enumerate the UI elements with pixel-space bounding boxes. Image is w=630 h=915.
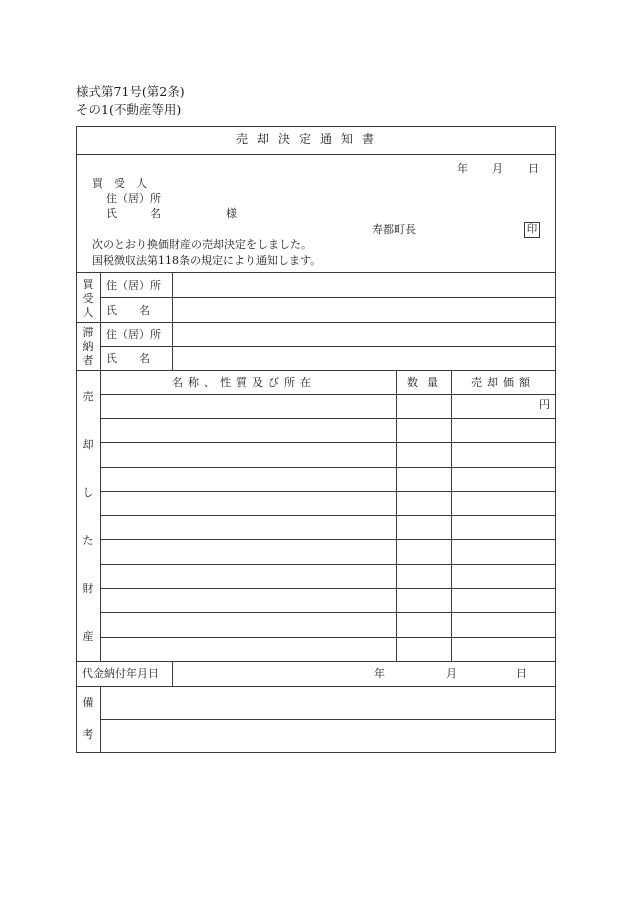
buyer-name-field[interactable] [173, 298, 555, 322]
seal-mark: 印 [524, 222, 540, 238]
notice-date-year: 年 [457, 162, 468, 175]
property-side-char: し [82, 486, 94, 499]
delinquent-side-char: 納 [82, 340, 94, 353]
honorific: 様 [226, 207, 237, 220]
column-header-quantity: 数量 [407, 376, 447, 389]
property-side-char: た [82, 534, 94, 547]
notice-date-day: 日 [528, 162, 539, 175]
buyer-side-char: 人 [82, 306, 94, 319]
delinquent-name-field[interactable] [173, 347, 555, 370]
notice-address-label: 住（居）所 [106, 192, 161, 205]
notice-date-month: 月 [492, 162, 503, 175]
delinquent-name-label: 氏 名 [106, 352, 150, 365]
buyer-side-char: 受 [82, 292, 94, 305]
remarks-side-label [76, 696, 100, 760]
buyer-side-label [76, 278, 100, 320]
buyer-address-field[interactable] [173, 273, 555, 297]
property-side-char: 却 [82, 438, 94, 451]
buyer-heading: 買 受 人 [92, 177, 147, 190]
property-side-char: 財 [82, 582, 94, 595]
remarks-side-char: 備 [82, 696, 94, 709]
payment-month: 月 [446, 667, 457, 680]
remarks-field[interactable] [101, 687, 555, 752]
property-side-char: 産 [82, 630, 94, 643]
notice-title: 売却決定通知書 [236, 132, 384, 146]
currency-unit: 円 [539, 398, 550, 411]
delinquent-address-field[interactable] [173, 323, 555, 346]
statement-line-1: 次のとおり換価財産の売却決定をしました。 [92, 238, 312, 251]
property-side-char: 売 [82, 390, 94, 403]
payment-year: 年 [374, 667, 385, 680]
column-header-sale-price: 売却価額 [471, 376, 535, 389]
statement-line-2: 国税徴収法第118条の規定により通知します。 [92, 254, 322, 267]
property-side-label [76, 390, 100, 678]
payment-day: 日 [516, 667, 527, 680]
form-sub-number: その1(不動産等用) [76, 102, 182, 117]
delinquent-address-label: 住（居）所 [106, 328, 161, 341]
delinquent-side-label [76, 326, 100, 368]
column-header-name-location: 名称、性質及び所在 [172, 376, 316, 389]
issuer-title: 寿都町長 [372, 223, 416, 236]
remarks-side-char: 考 [82, 728, 94, 741]
buyer-address-label: 住（居）所 [106, 279, 161, 292]
buyer-side-char: 買 [82, 278, 94, 291]
notice-name-label: 氏 名 [106, 207, 161, 220]
buyer-name-label: 氏 名 [106, 304, 150, 317]
form-number: 様式第71号(第2条) [76, 84, 185, 99]
delinquent-side-char: 滞 [82, 326, 94, 339]
payment-date-label: 代金納付年月日 [82, 667, 159, 680]
delinquent-side-char: 者 [82, 354, 94, 367]
